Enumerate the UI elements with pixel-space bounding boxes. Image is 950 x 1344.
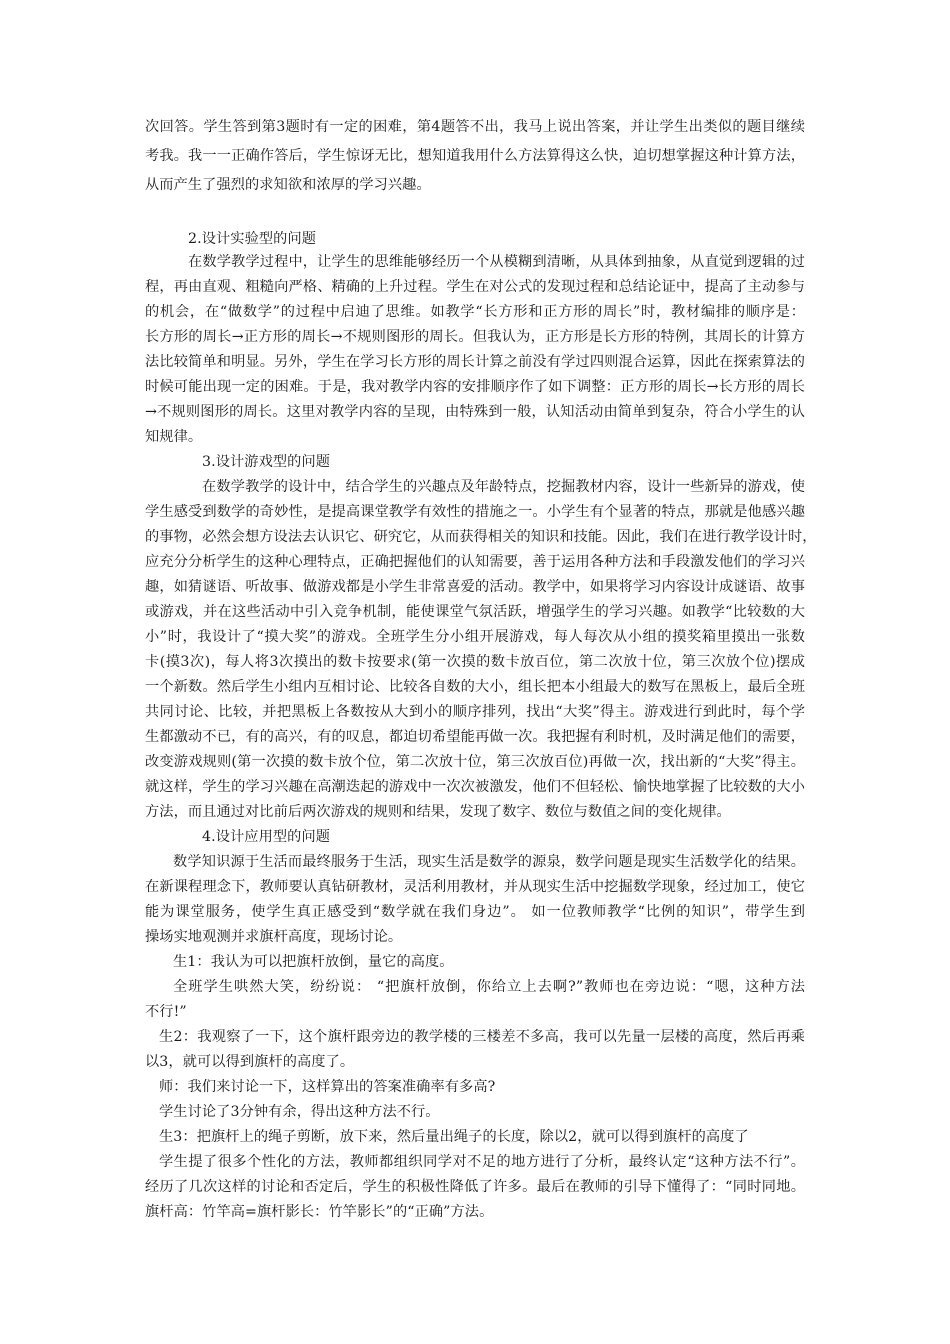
- paragraph-line: 经历了几次这样的讨论和否定后，学生的积极性降低了许多。最后在教师的引导下懂得了：“同时同地。: [145, 1179, 805, 1195]
- paragraph-line: 共同讨论、比较，并把黑板上各数按从大到小的顺序排列，找出“大奖”得主。游戏进行到此时，每个学: [145, 704, 805, 720]
- paragraph-line: 在数学教学的设计中，结合学生的兴趣点及年龄特点，挖掘教材内容，设计一些新异的游戏，使: [202, 479, 805, 495]
- paragraph-line: 一个新数。然后学生小组内互相讨论、比较各自数的大小，组长把本小组最大的数写在黑板上，最后全班: [145, 679, 805, 695]
- paragraph-line: 程，再由直观、粗糙向严格、精确的上升过程。学生在对公式的发现过程和总结论证中，提高了主动参与: [145, 279, 805, 295]
- paragraph-line: 趣，如猜谜语、听故事、做游戏都是小学生非常喜爱的活动。教学中，如果将学习内容设计成谜语、故事: [145, 579, 805, 595]
- paragraph-line: 从而产生了强烈的求知欲和浓厚的学习兴趣。: [145, 177, 431, 193]
- paragraph-line: 生都激动不已，有的高兴，有的叹息，都迫切希望能再做一次。我把握有利时机，及时满足他们的需要，: [145, 729, 805, 745]
- section-heading: 3.设计游戏型的问题: [202, 454, 331, 470]
- paragraph-line: 时候可能出现一定的困难。于是，我对教学内容的安排顺序作了如下调整：正方形的周长→长方形的周长: [145, 379, 805, 395]
- paragraph-line: 在新课程理念下，教师要认真钻研教材，灵活利用教材，并从现实生活中挖掘数学现象，经过加工，使它: [145, 879, 805, 895]
- paragraph-line: 知规律。: [145, 429, 203, 445]
- paragraph-line: 能为课堂服务，使学生真正感受到“数学就在我们身边”。 如一位教师教学“比例的知识”，带学生到: [145, 904, 805, 920]
- section-heading: 4.设计应用型的问题: [202, 829, 331, 845]
- paragraph-line: 应充分分析学生的这种心理特点，正确把握他们的认知需要，善于运用各种方法和手段激发他们的学习兴: [145, 554, 805, 570]
- dialogue-line: 生1：我认为可以把旗杆放倒，量它的高度。: [173, 954, 454, 970]
- paragraph-line: 长方形的周长→正方形的周长→不规则图形的周长。但我认为，正方形是长方形的特例，其周长的计算方: [145, 329, 805, 345]
- dialogue-line: 生3：把旗杆上的绳子剪断，放下来，然后量出绳子的长度，除以2，就可以得到旗杆的高度了: [159, 1129, 749, 1145]
- paragraph-line: 学生讨论了3分钟有余，得出这种方法不行。: [159, 1104, 440, 1120]
- paragraph-line: 就这样，学生的学习兴趣在高潮迭起的游戏中一次次被激发，他们不但轻松、愉快地掌握了比较数的大小: [145, 779, 805, 795]
- paragraph-line: 不行!”: [145, 1004, 187, 1020]
- paragraph-line: 全班学生哄然大笑，纷纷说： “把旗杆放倒，你给立上去啊?”教师也在旁边说：“嗯，这种方法: [173, 979, 805, 995]
- section-heading: 2.设计实验型的问题: [188, 231, 317, 247]
- paragraph-line: 或游戏，并在这些活动中引入竞争机制，能使课堂气氛活跃，增强学生的学习兴趣。如教学“比较数的大: [145, 604, 805, 620]
- paragraph-line: 法比较简单和明显。另外，学生在学习长方形的周长计算之前没有学过四则混合运算，因此在探索算法的: [145, 354, 805, 370]
- paragraph-line: →不规则图形的周长。这里对教学内容的呈现，由特殊到一般，认知活动由简单到复杂，符合小学生的认: [145, 404, 805, 420]
- paragraph-line: 考我。我一一正确作答后，学生惊讶无比，想知道我用什么方法算得这么快，迫切想掌握这种计算方法，: [145, 148, 805, 164]
- paragraph-line: 的机会，在“做数学”的过程中启迪了思维。如教学“长方形和正方形的周长”时，教材编排的顺序是：: [145, 304, 805, 320]
- paragraph-line: 以3，就可以得到旗杆的高度了。: [145, 1054, 355, 1070]
- paragraph-line: 次回答。学生答到第3题时有一定的困难，第4题答不出，我马上说出答案，并让学生出类似的题目继续: [145, 119, 805, 135]
- paragraph-line: 卡(摸3次)，每人将3次摸出的数卡按要求(第一次摸的数卡放百位，第二次放十位，第三次放个位)摆成: [145, 654, 805, 670]
- paragraph-line: 的事物，必然会想方设法去认识它、研究它，从而获得相关的知识和技能。因此，我们在进行教学设计时，: [145, 529, 817, 545]
- paragraph-line: 学生提了很多个性化的方法，教师都组织同学对不足的地方进行了分析，最终认定“这种方法不行”。: [159, 1154, 805, 1170]
- dialogue-line: 师：我们来讨论一下，这样算出的答案准确率有多高?: [159, 1079, 496, 1095]
- paragraph-line: 操场实地观测并求旗杆高度，现场讨论。: [145, 929, 403, 945]
- paragraph-line: 学生感受到数学的奇妙性，是提高课堂教学有效性的措施之一。小学生有个显著的特点，那就是他感兴趣: [145, 504, 805, 520]
- paragraph-line: 数学知识源于生活而最终服务于生活，现实生活是数学的源泉，数学问题是现实生活数学化的结果。: [173, 854, 805, 870]
- paragraph-line: 旗杆高：竹竿高=旗杆影长：竹竿影长”的“正确”方法。: [145, 1204, 494, 1220]
- dialogue-line: 生2：我观察了一下，这个旗杆跟旁边的教学楼的三楼差不多高，我可以先量一层楼的高度，然后再乘: [159, 1029, 805, 1045]
- paragraph-line: 在数学教学过程中，让学生的思维能够经历一个从模糊到清晰，从具体到抽象，从直觉到逻辑的过: [188, 254, 805, 270]
- paragraph-line: 小”时，我设计了“摸大奖”的游戏。全班学生分小组开展游戏，每人每次从小组的摸奖箱里摸出一张数: [145, 629, 805, 645]
- paragraph-line: 改变游戏规则(第一次摸的数卡放个位，第二次放十位，第三次放百位)再做一次，找出新的“大奖”得主。: [145, 754, 805, 770]
- paragraph-line: 方法，而且通过对比前后两次游戏的规则和结果，发现了数字、数位与数值之间的变化规律。: [145, 804, 731, 820]
